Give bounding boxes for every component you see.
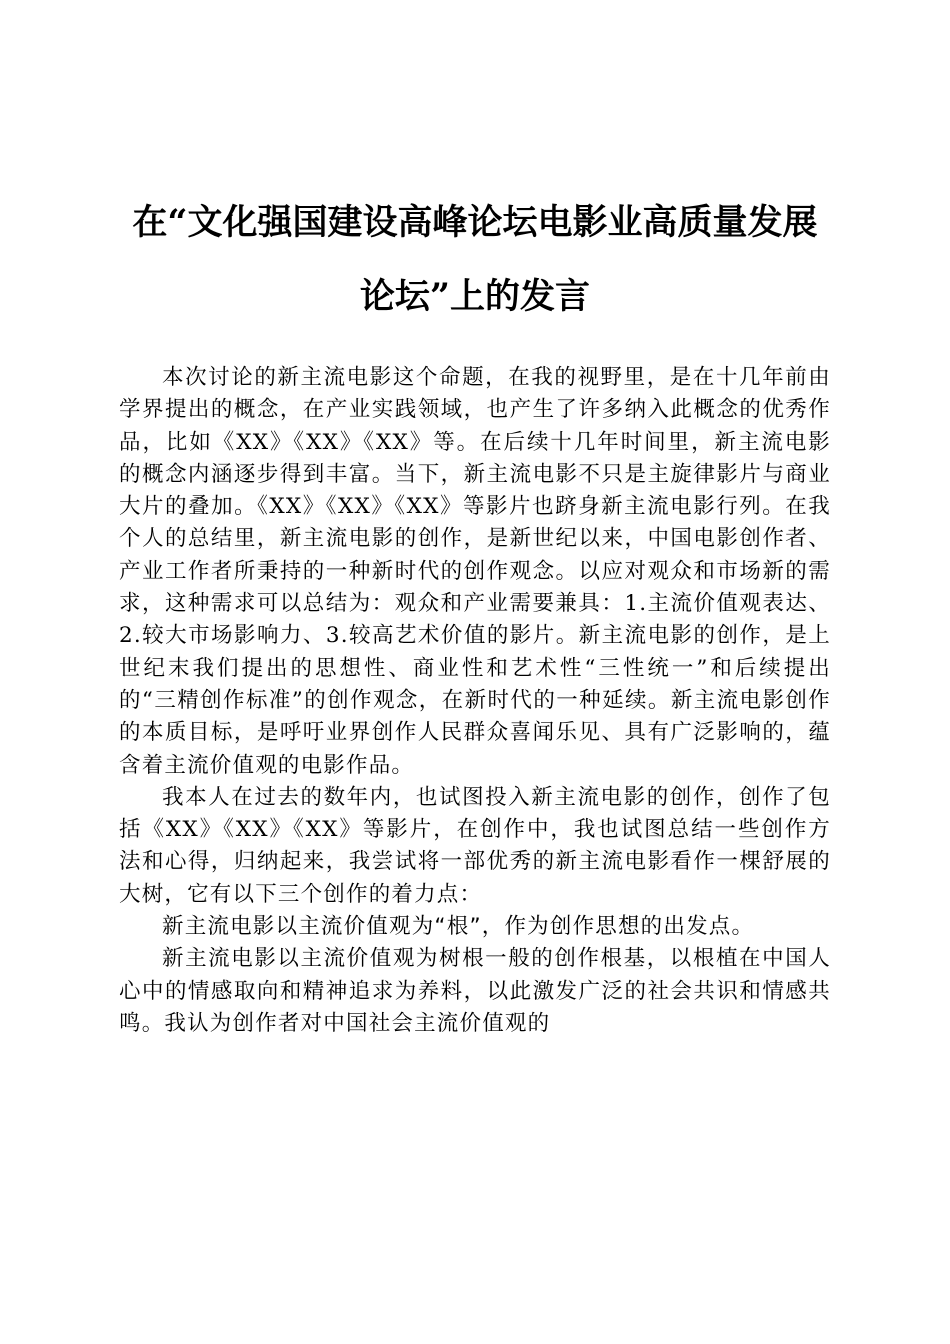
paragraph-2: 我本人在过去的数年内，也试图投入新主流电影的创作，创作了包括《XX》《XX》《XX》等影片，在创作中，我也试图总结一些创作方法和心得，归纳起来，我尝试将一部优秀的新主流电影看作一棵舒展的大树，它有以下三个创作的着力点： [119,784,831,907]
section-heading: 新主流电影以主流价值观为“根”，作为创作思想的出发点。 [162,914,755,940]
document-body [119,362,831,1040]
document-title [110,186,840,334]
paragraph-1: 本次讨论的新主流电影这个命题，在我的视野里，是在十几年前由学界提出的概念，在产业实践领域，也产生了许多纳入此概念的优秀作品，比如《XX》《XX》《XX》等。在后续十几年时间里，新主流电影的概念内涵逐步得到丰富。当下，新主流电影不只是主旋律影片与商业大片的叠加。《XX》《XX》《XX》等影片也跻身新主流电影行列。在我个人的总结里，新主流电影的创作，是新世纪以来，中国电影创作者、产业工作者所秉持的一种新时代的创作观念。以应对观众和市场新的需求，这种需求可以总结为：观众和产业需要兼具：1.主流价值观表达、2.较大市场影响力、3.较高艺术价值的影片。新主流电影的创作，是上世纪末我们提出的思想性、商业性和艺术性“三性统一”和后续提出的“三精创作标准”的创作观念，在新时代的一种延续。新主流电影创作的本质目标，是呼吁业界创作人民群众喜闻乐见、具有广泛影响的，蕴含着主流价值观的电影作品。 [119,365,831,778]
title-line-2: 论坛”上的发言 [359,276,591,317]
paragraph-3: 新主流电影以主流价值观为树根一般的创作根基，以根植在中国人心中的情感取向和精神追求为养料，以此激发广泛的社会共识和情感共鸣。我认为创作者对中国社会主流价值观的 [119,946,831,1036]
title-line-1: 在“文化强国建设高峰论坛电影业高质量发展 [132,202,818,243]
